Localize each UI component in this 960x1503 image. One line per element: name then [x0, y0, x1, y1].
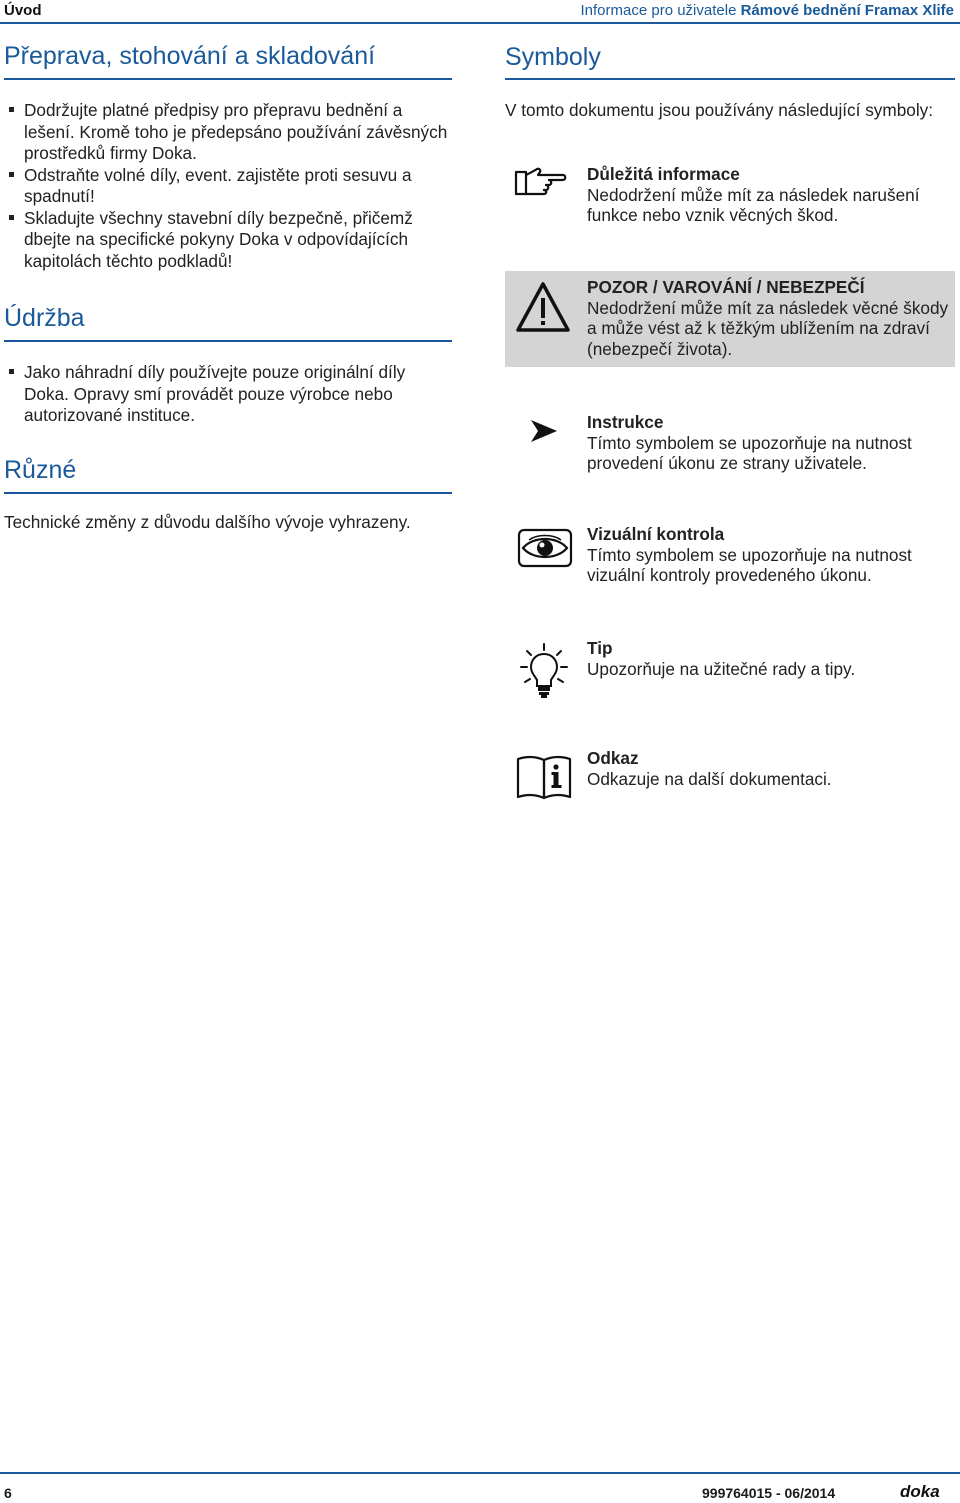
symbol-text: Upozorňuje na užitečné rady a tipy.	[587, 658, 856, 679]
header-info	[581, 2, 955, 19]
header-info-title: Rámové bednění Framax Xlife	[740, 2, 954, 19]
misc-text: Technické změny z důvodu dalšího vývoje vyhrazeny.	[4, 512, 411, 532]
header-section: Úvod	[4, 2, 42, 19]
heading-maintenance: Údržba	[4, 304, 85, 332]
symbol-text: Nedodržení může mít za následek narušení funkce nebo vznik věcných škod.	[587, 184, 920, 226]
symbol-visual-check	[505, 520, 955, 600]
symbol-title: Instrukce	[587, 412, 664, 432]
footer-divider	[0, 1472, 960, 1474]
header-info-prefix: Informace pro uživatele	[580, 2, 737, 19]
symbol-text: Tímto symbolem se upozorňuje na nutnost provedení úkonu ze strany uživatele.	[587, 432, 912, 474]
symbol-warning	[505, 271, 955, 367]
symbol-title: Důležitá informace	[587, 164, 740, 184]
symbol-title: Vizuální kontrola	[587, 524, 725, 544]
header-divider	[0, 22, 960, 24]
symbol-text: Tímto symbolem se upozorňuje na nutnost vizuální kontroly provedeného úkonu.	[587, 544, 912, 586]
heading-symbols: Symboly	[505, 43, 601, 71]
warning-triangle-icon	[515, 281, 571, 338]
arrow-instruction-icon	[531, 420, 557, 447]
heading-transport: Přeprava, stohování a skladování	[4, 42, 376, 70]
maintenance-list	[4, 362, 454, 427]
document-number: 999764015 - 06/2014	[702, 1485, 836, 1501]
heading-maintenance-rule	[4, 340, 452, 342]
symbol-title: Odkaz	[587, 748, 639, 768]
pointing-hand-icon	[513, 166, 569, 203]
list-item: Jako náhradní díly používejte pouze originální díly Doka. Opravy smí provádět pouze výrobce nebo autorizované instituce.	[4, 362, 454, 427]
list-item: Odstraňte volné díly, event. zajistěte proti sesuvu a spadnutí!	[4, 165, 454, 208]
list-item: Dodržujte platné předpisy pro přepravu bednění a lešení. Kromě toho je předepsáno používání závěsných prostředků firmy Doka.	[4, 100, 454, 165]
symbol-instruction	[505, 406, 955, 486]
symbol-text: Nedodržení může mít za následek věcné škody a může vést až k těžkým ublížením na zdraví (nebezpečí života).	[587, 297, 949, 360]
symbol-tip	[505, 634, 955, 704]
book-info-icon	[515, 754, 573, 805]
doka-logo	[900, 1483, 954, 1503]
symbol-title: POZOR / VAROVÁNÍ / NEBEZPEČÍ	[587, 277, 865, 297]
symbols-intro: V tomto dokumentu jsou používány následující symboly:	[505, 100, 934, 120]
transport-list	[4, 100, 454, 272]
heading-misc: Různé	[4, 456, 77, 484]
heading-transport-rule	[4, 78, 452, 80]
symbol-important-info	[505, 160, 955, 240]
heading-misc-rule	[4, 492, 452, 494]
symbol-reference	[505, 744, 955, 814]
list-item: Skladujte všechny stavební díly bezpečně, přičemž dbejte na specifické pokyny Doka v odpovídajících kapitolách těchto podkladů!	[4, 208, 454, 273]
page-number: 6	[4, 1485, 12, 1501]
symbol-text: Odkazuje na další dokumentaci.	[587, 768, 832, 789]
symbol-title: Tip	[587, 638, 613, 658]
doka-logo-text: doka	[900, 1483, 940, 1501]
light-bulb-icon	[519, 642, 569, 703]
eye-icon	[517, 528, 573, 573]
heading-symbols-rule	[505, 78, 955, 80]
